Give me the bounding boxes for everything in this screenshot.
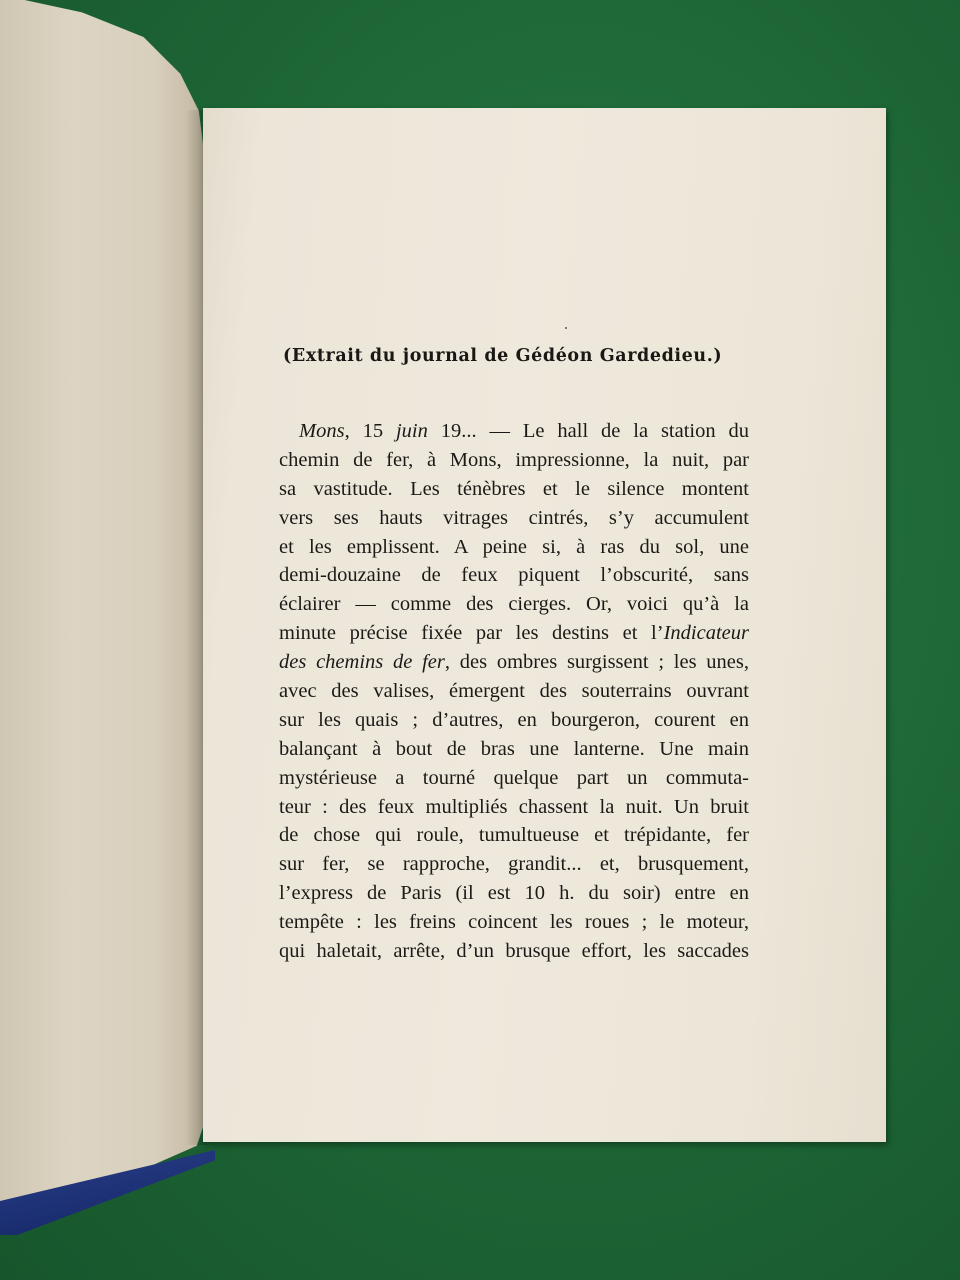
text-run: et les emplissent. A peine si, à ras du sol, une — [279, 535, 749, 558]
text-line — [279, 677, 749, 706]
text-run: tempête : les freins coincent les roues ; le moteur, — [279, 911, 749, 934]
text-line — [279, 937, 749, 966]
left-page — [0, 0, 205, 1232]
text-line — [279, 475, 749, 504]
text-run: mystérieuse a tourné quelque part un commuta- — [279, 766, 749, 789]
page-heading: (Extrait du journal de Gédéon Gardedieu.) — [283, 346, 723, 366]
text-run: teur : des feux multipliés chassent la nuit. Un bruit — [279, 795, 749, 818]
text-run: chemin de fer, à Mons, impressionne, la nuit, par — [279, 448, 749, 471]
text-line — [279, 533, 749, 562]
text-run: balançant à bout de bras une lanterne. Une main — [279, 737, 749, 760]
text-line — [279, 619, 749, 648]
text-run: de chose qui roule, tumultueuse et trépidante, fer — [279, 824, 749, 847]
body-text — [279, 417, 749, 966]
text-run: 19... — Le hall de la station du — [427, 420, 750, 442]
text-line — [279, 908, 749, 937]
text-line — [279, 648, 749, 677]
text-run: avec des valises, émergent des souterrains ouvrant — [279, 680, 749, 703]
text-run: vers ses hauts vitrages cintrés, s’y accumulent — [279, 506, 749, 529]
text-line — [279, 850, 749, 879]
paper-speck — [565, 327, 567, 329]
text-line — [279, 417, 749, 446]
text-run: qui haletait, arrête, d’un brusque effort, les saccades — [279, 940, 749, 963]
text-line — [279, 821, 749, 850]
text-run: demi-douzaine de feux piquent l’obscurité, sans — [279, 564, 749, 587]
italic-text: des chemins de fer — [279, 651, 445, 674]
text-line — [279, 793, 749, 822]
text-run: éclairer — comme des cierges. Or, voici qu’à la — [279, 593, 749, 616]
text-line — [279, 590, 749, 619]
text-line — [279, 764, 749, 793]
text-line — [279, 706, 749, 735]
right-page — [203, 108, 886, 1142]
text-line — [279, 879, 749, 908]
text-line — [279, 561, 749, 590]
text-run: sa vastitude. Les ténèbres et le silence montent — [279, 477, 749, 500]
italic-text: juin — [395, 420, 428, 442]
italic-text: Indicateur — [663, 622, 749, 645]
text-run: , 15 — [344, 420, 396, 442]
text-run: sur fer, se rapproche, grandit... et, brusquement, — [279, 853, 749, 876]
text-line — [279, 735, 749, 764]
text-run: sur les quais ; d’autres, en bourgeron, courent en — [279, 708, 749, 731]
text-run: l’express de Paris (il est 10 h. du soir) entre en — [279, 882, 749, 905]
text-run: minute précise fixée par les destins et l’ — [279, 622, 664, 645]
text-line — [279, 504, 749, 533]
text-run: , des ombres surgissent ; les unes, — [444, 651, 750, 674]
italic-text: Mons — [299, 420, 345, 442]
text-line — [279, 446, 749, 475]
